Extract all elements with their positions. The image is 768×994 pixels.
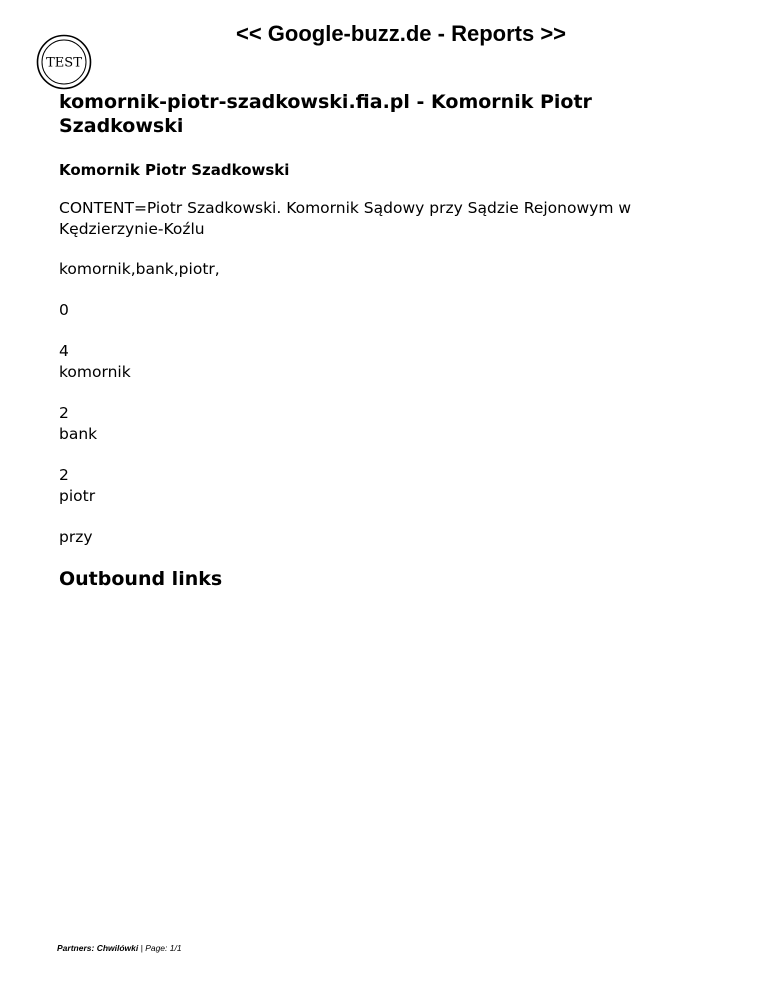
keyword-stat — [59, 341, 699, 383]
keyword-word: piotr — [59, 487, 96, 505]
keyword-count: 2 — [59, 404, 69, 422]
keyword-stat — [59, 403, 699, 445]
keyword-word: komornik — [59, 363, 131, 381]
keyword-count: 4 — [59, 342, 69, 360]
footer-page-info: Page: 1/1 — [145, 943, 182, 953]
keyword-stat — [59, 465, 699, 507]
footer-partners-label: Partners: — [57, 943, 97, 953]
keyword-count: 2 — [59, 466, 69, 484]
outbound-links-heading: Outbound links — [59, 568, 223, 590]
site-name-heading: Komornik Piotr Szadkowski — [59, 161, 290, 179]
svg-text:TEST: TEST — [46, 55, 82, 71]
test-seal-logo — [36, 34, 92, 90]
report-header-title: << Google-buzz.de - Reports >> — [235, 21, 567, 46]
stat-count: 0 — [59, 301, 69, 319]
page-footer — [57, 943, 182, 953]
meta-description: CONTENT=Piotr Szadkowski. Komornik Sądowy przy Sądzie Rejonowym w Kędzierzynie-Koźlu — [59, 199, 632, 238]
keyword-word: bank — [59, 425, 98, 443]
report-content — [59, 90, 699, 591]
footer-partners-link[interactable]: Chwilówki — [96, 943, 139, 953]
footer-separator: | — [138, 943, 146, 953]
page-title: komornik-piotr-szadkowski.fia.pl - Komornik Piotr Szadkowski — [59, 91, 592, 137]
extra-word: przy — [59, 528, 93, 546]
meta-keywords: komornik,bank,piotr, — [59, 260, 220, 278]
